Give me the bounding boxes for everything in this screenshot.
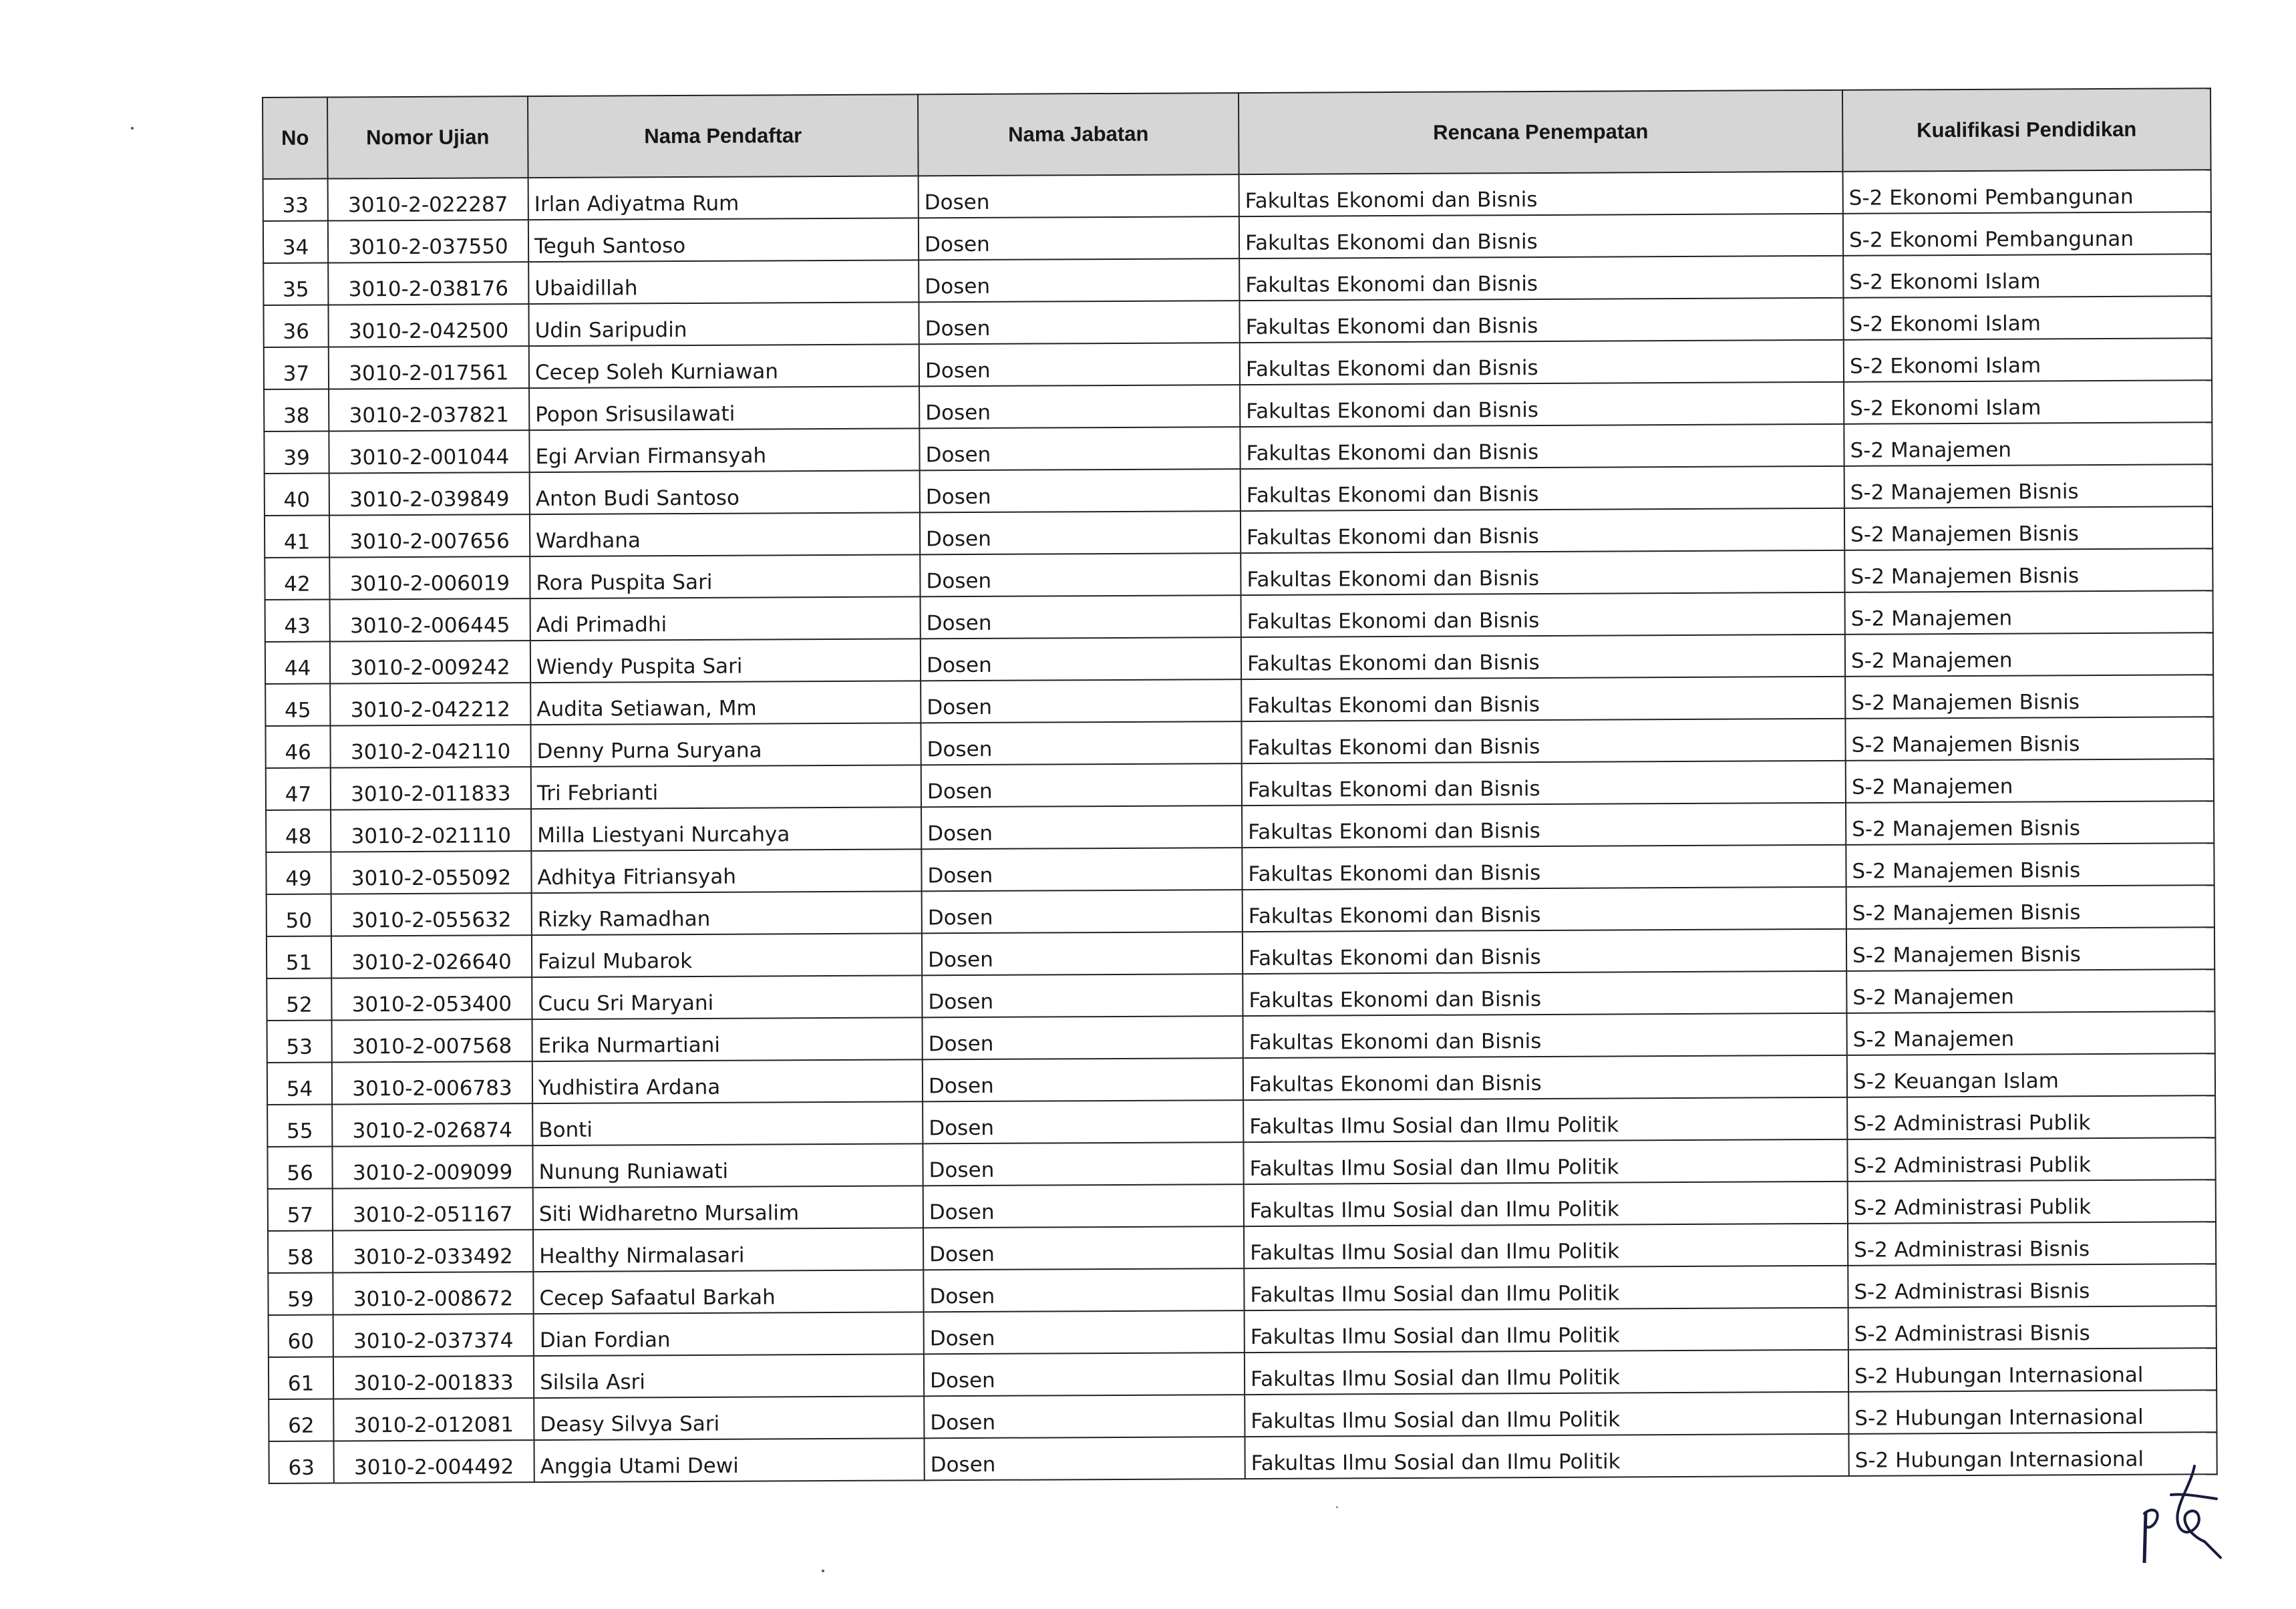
applicant-table [262,87,2218,1484]
cell-nama-pendaftar: Dian Fordian [534,1312,924,1356]
cell-nama-jabatan: Dosen [920,553,1241,596]
cell-no: 50 [267,894,331,936]
cell-nama-jabatan: Dosen [920,469,1241,512]
cell-kualifikasi-pendidikan: S-2 Ekonomi Pembangunan [1843,212,2211,256]
cell-nama-jabatan: Dosen [923,1016,1243,1059]
cell-kualifikasi-pendidikan: S-2 Manajemen Bisnis [1845,675,2213,719]
cell-no: 43 [265,600,330,642]
cell-kualifikasi-pendidikan: S-2 Hubungan Internasional [1848,1348,2217,1392]
cell-rencana-penempatan: Fakultas Ilmu Sosial dan Ilmu Politik [1244,1266,1848,1310]
cell-no: 62 [269,1399,333,1441]
cell-kualifikasi-pendidikan: S-2 Ekonomi Islam [1844,380,2212,424]
cell-nama-pendaftar: Erika Nurmartiani [532,1017,923,1061]
cell-rencana-penempatan: Fakultas Ekonomi dan Bisnis [1241,508,1844,553]
cell-nama-pendaftar: Popon Srisusilawati [529,386,919,430]
cell-nomor-ujian: 3010-2-017561 [329,346,529,389]
cell-nama-pendaftar: Udin Saripudin [528,302,919,346]
cell-rencana-penempatan: Fakultas Ekonomi dan Bisnis [1240,424,1844,469]
scan-speck [131,127,134,130]
cell-nama-pendaftar: Adhitya Fitriansyah [531,849,921,893]
cell-nama-jabatan: Dosen [921,721,1241,765]
cell-no: 33 [263,179,328,221]
header-nama-jabatan: Nama Jabatan [918,93,1239,176]
cell-rencana-penempatan: Fakultas Ekonomi dan Bisnis [1239,172,1843,216]
cell-kualifikasi-pendidikan: S-2 Ekonomi Islam [1843,296,2211,340]
cell-no: 39 [264,431,329,474]
cell-nomor-ujian: 3010-2-006445 [330,598,530,641]
cell-nama-pendaftar: Cecep Safaatul Barkah [533,1270,923,1314]
cell-kualifikasi-pendidikan: S-2 Administrasi Publik [1847,1137,2215,1182]
cell-nomor-ujian: 3010-2-022287 [328,178,528,220]
cell-nomor-ujian: 3010-2-007656 [329,514,530,557]
cell-kualifikasi-pendidikan: S-2 Administrasi Bisnis [1848,1222,2216,1266]
cell-kualifikasi-pendidikan: S-2 Manajemen [1846,759,2214,803]
cell-nama-pendaftar: Anggia Utami Dewi [534,1438,924,1482]
cell-no: 63 [269,1441,333,1483]
cell-nama-jabatan: Dosen [921,595,1241,639]
cell-kualifikasi-pendidikan: S-2 Manajemen [1845,590,2213,635]
header-rencana-penempatan: Rencana Penempatan [1239,90,1843,174]
cell-nama-jabatan: Dosen [924,1395,1245,1438]
cell-no: 55 [267,1105,332,1147]
cell-rencana-penempatan: Fakultas Ilmu Sosial dan Ilmu Politik [1245,1434,1848,1479]
cell-nama-jabatan: Dosen [921,679,1241,723]
cell-nama-pendaftar: Faizul Mubarok [532,933,922,977]
cell-rencana-penempatan: Fakultas Ekonomi dan Bisnis [1241,550,1844,595]
cell-nama-jabatan: Dosen [923,1142,1243,1186]
cell-nama-jabatan: Dosen [921,806,1242,849]
cell-nomor-ujian: 3010-2-007568 [332,1019,532,1062]
cell-nomor-ujian: 3010-2-001044 [329,430,529,473]
cell-kualifikasi-pendidikan: S-2 Manajemen [1846,1011,2215,1055]
cell-kualifikasi-pendidikan: S-2 Administrasi Publik [1847,1095,2215,1139]
cell-no: 56 [267,1147,332,1189]
cell-kualifikasi-pendidikan: S-2 Administrasi Bisnis [1848,1264,2216,1308]
cell-nomor-ujian: 3010-2-042500 [328,304,528,347]
cell-nama-pendaftar: Nunung Runiawati [532,1143,923,1188]
cell-rencana-penempatan: Fakultas Ekonomi dan Bisnis [1243,971,1846,1016]
header-no: No [263,98,328,179]
cell-rencana-penempatan: Fakultas Ekonomi dan Bisnis [1240,340,1844,385]
cell-rencana-penempatan: Fakultas Ekonomi dan Bisnis [1242,803,1846,848]
cell-nama-pendaftar: Yudhistira Ardana [532,1059,923,1103]
cell-rencana-penempatan: Fakultas Ekonomi dan Bisnis [1241,635,1845,679]
cell-nama-jabatan: Dosen [924,1353,1245,1396]
cell-kualifikasi-pendidikan: S-2 Manajemen [1846,969,2215,1013]
cell-nama-pendaftar: Silsila Asri [534,1354,924,1398]
cell-nomor-ujian: 3010-2-009099 [332,1145,532,1188]
header-row [263,88,2211,179]
cell-nama-jabatan: Dosen [921,848,1242,891]
cell-kualifikasi-pendidikan: S-2 Ekonomi Pembangunan [1843,170,2211,214]
cell-kualifikasi-pendidikan: S-2 Administrasi Bisnis [1848,1306,2217,1350]
cell-rencana-penempatan: Fakultas Ekonomi dan Bisnis [1241,677,1845,721]
cell-rencana-penempatan: Fakultas Ekonomi dan Bisnis [1239,256,1843,301]
cell-nomor-ujian: 3010-2-006019 [329,556,530,599]
cell-kualifikasi-pendidikan: S-2 Administrasi Publik [1848,1180,2216,1224]
cell-no: 45 [265,684,330,726]
cell-nama-jabatan: Dosen [921,763,1242,807]
cell-kualifikasi-pendidikan: S-2 Manajemen [1845,633,2213,677]
cell-rencana-penempatan: Fakultas Ilmu Sosial dan Ilmu Politik [1245,1392,1848,1437]
table-header [263,88,2211,179]
cell-no: 48 [266,810,331,852]
cell-nama-jabatan: Dosen [922,890,1243,933]
cell-nomor-ujian: 3010-2-055092 [331,851,531,894]
cell-no: 35 [263,263,328,305]
table-row [269,1432,2217,1483]
cell-nama-pendaftar: Adi Primadhi [530,596,921,641]
cell-rencana-penempatan: Fakultas Ekonomi dan Bisnis [1239,214,1843,258]
cell-no: 44 [265,642,330,684]
cell-nama-pendaftar: Rora Puspita Sari [530,554,920,598]
cell-no: 58 [268,1231,333,1273]
cell-nomor-ujian: 3010-2-037374 [333,1314,534,1357]
cell-nama-jabatan: Dosen [919,258,1239,302]
cell-nomor-ujian: 3010-2-033492 [333,1230,533,1272]
cell-rencana-penempatan: Fakultas Ekonomi dan Bisnis [1239,298,1843,343]
cell-nomor-ujian: 3010-2-006783 [332,1061,532,1104]
cell-no: 36 [263,305,328,347]
cell-nama-pendaftar: Rizky Ramadhan [532,891,922,935]
cell-kualifikasi-pendidikan: S-2 Hubungan Internasional [1848,1390,2217,1434]
cell-nama-jabatan: Dosen [919,343,1240,386]
cell-no: 47 [266,768,331,810]
signature-icon [2131,1456,2231,1563]
cell-nama-pendaftar: Bonti [532,1101,923,1145]
cell-no: 53 [267,1021,332,1063]
cell-nama-pendaftar: Audita Setiawan, Mm [530,681,921,725]
cell-kualifikasi-pendidikan: S-2 Manajemen Bisnis [1844,548,2212,592]
cell-rencana-penempatan: Fakultas Ekonomi dan Bisnis [1243,1055,1847,1100]
cell-rencana-penempatan: Fakultas Ilmu Sosial dan Ilmu Politik [1243,1139,1847,1184]
cell-rencana-penempatan: Fakultas Ekonomi dan Bisnis [1242,845,1846,890]
cell-kualifikasi-pendidikan: S-2 Manajemen [1844,422,2212,466]
cell-nomor-ujian: 3010-2-038176 [328,262,528,305]
cell-nomor-ujian: 3010-2-021110 [331,809,531,852]
cell-nama-jabatan: Dosen [923,1184,1244,1228]
cell-no: 41 [265,516,329,558]
cell-rencana-penempatan: Fakultas Ilmu Sosial dan Ilmu Politik [1245,1350,1848,1395]
cell-nama-pendaftar: Tri Febrianti [531,765,921,809]
cell-rencana-penempatan: Fakultas Ekonomi dan Bisnis [1240,382,1844,427]
cell-no: 60 [269,1315,333,1357]
cell-rencana-penempatan: Fakultas Ekonomi dan Bisnis [1241,719,1845,763]
cell-no: 42 [265,558,329,600]
cell-rencana-penempatan: Fakultas Ilmu Sosial dan Ilmu Politik [1244,1182,1848,1226]
cell-rencana-penempatan: Fakultas Ilmu Sosial dan Ilmu Politik [1245,1308,1848,1353]
cell-no: 49 [266,852,331,894]
cell-nama-pendaftar: Wiendy Puspita Sari [530,639,921,683]
cell-rencana-penempatan: Fakultas Ekonomi dan Bisnis [1242,761,1846,806]
cell-nama-jabatan: Dosen [919,301,1239,344]
cell-nomor-ujian: 3010-2-053400 [331,977,532,1020]
cell-no: 37 [264,347,329,389]
cell-nama-pendaftar: Cucu Sri Maryani [532,975,922,1019]
cell-no: 51 [267,936,331,978]
cell-kualifikasi-pendidikan: S-2 Manajemen Bisnis [1846,927,2215,971]
cell-nama-pendaftar: Siti Widharetno Mursalim [533,1186,923,1230]
cell-nama-pendaftar: Anton Budi Santoso [530,470,920,514]
cell-nama-pendaftar: Deasy Silvya Sari [534,1396,924,1440]
cell-kualifikasi-pendidikan: S-2 Manajemen Bisnis [1844,506,2212,550]
cell-nama-pendaftar: Healthy Nirmalasari [533,1228,923,1272]
cell-nama-jabatan: Dosen [923,1100,1243,1143]
cell-no: 57 [268,1189,333,1231]
scan-speck [822,1570,824,1572]
cell-nama-jabatan: Dosen [921,637,1241,681]
cell-no: 46 [265,726,330,768]
cell-nomor-ujian: 3010-2-039849 [329,472,530,515]
cell-no: 34 [263,221,328,263]
cell-kualifikasi-pendidikan: S-2 Keuangan Islam [1847,1053,2215,1097]
cell-nomor-ujian: 3010-2-037550 [328,220,528,262]
cell-kualifikasi-pendidikan: S-2 Ekonomi Islam [1843,254,2211,298]
cell-rencana-penempatan: Fakultas Ilmu Sosial dan Ilmu Politik [1243,1097,1847,1142]
table-body [263,170,2217,1483]
cell-nama-jabatan: Dosen [923,1268,1244,1312]
cell-nama-jabatan: Dosen [920,511,1241,554]
header-nomor-ujian: Nomor Ujian [327,96,528,178]
cell-nama-jabatan: Dosen [919,427,1240,470]
cell-no: 54 [267,1063,332,1105]
cell-nomor-ujian: 3010-2-012081 [333,1398,534,1441]
cell-nama-jabatan: Dosen [924,1310,1245,1354]
cell-no: 61 [269,1357,333,1399]
cell-rencana-penempatan: Fakultas Ekonomi dan Bisnis [1243,887,1846,932]
cell-nama-pendaftar: Teguh Santoso [528,218,919,262]
cell-rencana-penempatan: Fakultas Ilmu Sosial dan Ilmu Politik [1244,1224,1848,1268]
scan-speck [1336,1506,1338,1508]
cell-nama-jabatan: Dosen [923,1058,1243,1101]
cell-nomor-ujian: 3010-2-008672 [333,1272,533,1314]
cell-no: 40 [265,474,329,516]
cell-nama-jabatan: Dosen [919,216,1239,260]
cell-rencana-penempatan: Fakultas Ekonomi dan Bisnis [1241,466,1844,511]
cell-kualifikasi-pendidikan: S-2 Ekonomi Islam [1844,338,2212,382]
cell-nama-jabatan: Dosen [923,1226,1244,1270]
cell-nomor-ujian: 3010-2-004492 [333,1440,534,1483]
cell-nomor-ujian: 3010-2-037821 [329,388,529,431]
cell-no: 59 [268,1273,333,1315]
cell-nama-pendaftar: Milla Liestyani Nurcahya [531,807,921,851]
cell-nama-jabatan: Dosen [919,174,1239,218]
cell-rencana-penempatan: Fakultas Ekonomi dan Bisnis [1241,592,1845,637]
cell-kualifikasi-pendidikan: S-2 Hubungan Internasional [1848,1432,2217,1476]
cell-nomor-ujian: 3010-2-001833 [333,1356,534,1399]
cell-no: 38 [264,389,329,431]
header-kualifikasi-pendidikan: Kualifikasi Pendidikan [1842,88,2211,172]
cell-nama-pendaftar: Irlan Adiyatma Rum [528,176,919,220]
cell-rencana-penempatan: Fakultas Ekonomi dan Bisnis [1243,1013,1847,1058]
cell-nama-jabatan: Dosen [922,974,1243,1017]
cell-nomor-ujian: 3010-2-026640 [331,935,532,978]
cell-no: 52 [267,978,331,1021]
cell-nama-pendaftar: Wardhana [530,512,920,556]
cell-rencana-penempatan: Fakultas Ekonomi dan Bisnis [1243,929,1846,974]
cell-nama-pendaftar: Denny Purna Suryana [530,723,921,767]
cell-nama-jabatan: Dosen [919,385,1240,428]
cell-nama-pendaftar: Ubaidillah [528,260,919,304]
cell-nomor-ujian: 3010-2-009242 [330,641,530,683]
cell-nomor-ujian: 3010-2-042110 [330,725,530,767]
cell-nama-pendaftar: Cecep Soleh Kurniawan [529,344,919,388]
cell-kualifikasi-pendidikan: S-2 Manajemen Bisnis [1844,464,2212,508]
cell-nomor-ujian: 3010-2-026874 [332,1103,532,1146]
cell-nomor-ujian: 3010-2-055632 [331,893,532,936]
cell-nomor-ujian: 3010-2-051167 [333,1188,533,1230]
cell-nama-jabatan: Dosen [924,1437,1245,1480]
header-nama-pendaftar: Nama Pendaftar [528,94,919,178]
cell-nama-jabatan: Dosen [922,932,1243,975]
cell-kualifikasi-pendidikan: S-2 Manajemen Bisnis [1845,717,2213,761]
cell-kualifikasi-pendidikan: S-2 Manajemen Bisnis [1846,801,2214,845]
cell-kualifikasi-pendidikan: S-2 Manajemen Bisnis [1846,843,2214,887]
cell-nama-pendaftar: Egi Arvian Firmansyah [529,428,919,472]
cell-nomor-ujian: 3010-2-042212 [330,683,530,725]
cell-nomor-ujian: 3010-2-011833 [331,767,531,810]
cell-kualifikasi-pendidikan: S-2 Manajemen Bisnis [1846,885,2215,929]
